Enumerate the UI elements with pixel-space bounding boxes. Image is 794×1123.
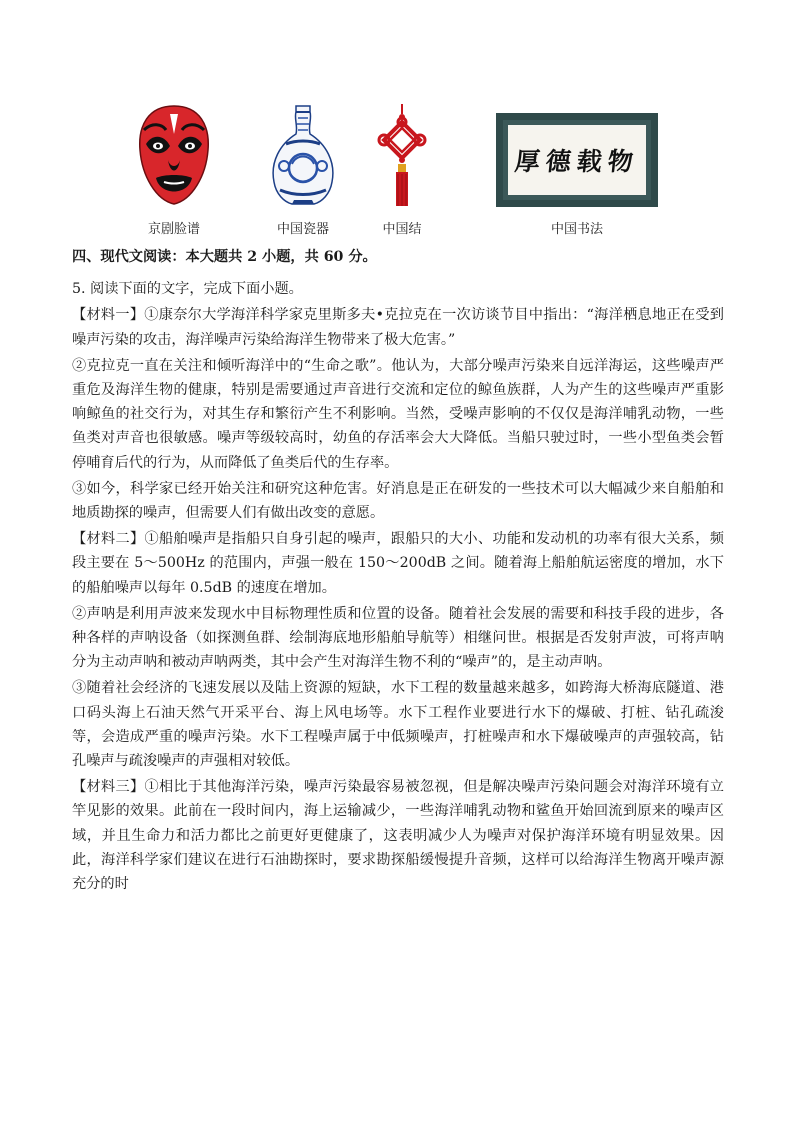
paragraph-material-1-2: ②克拉克一直在关注和倾听海洋中的“生命之歌”。他认为，大部分噪声污染来自远洋海运，这些噪声严重危及海洋生物的健康，特别是需要通过声音进行交流和定位的鲸鱼族群，人为产生的这些噪声严重影响鲸鱼的社交行为，对其生存和繁衍产生不利影响。当然，受噪声影响的不仅仅是海洋哺乳动物，一些鱼类对声音也很敏感。噪声等级较高时，幼鱼的存活率会大大降低。当船只驶过时，一些小型鱼类会暂停哺育后代的行为，从而降低了鱼类后代的生存率。: [72, 357, 724, 471]
peking-opera-mask-image: [134, 104, 214, 206]
paragraph-material-2-1: 【材料二】①船舶噪声是指船只自身引起的噪声，跟船只的大小、功能和发动机的功率有很大关系，频段主要在 5～500Hz 的范围内，声强一般在 150～200dB 之间。随着海上船舶航运密度的增加，水下的船舶噪声以每年 0.5dB 的速度在增加。: [72, 531, 724, 596]
calligraphy-text: 厚德载物: [513, 147, 641, 176]
paragraph-material-2-3: ③随着社会经济的飞速发展以及陆上资源的短缺，水下工程的数量越来越多，如跨海大桥海底隧道、港口码头海上石油天然气开采平台、海上风电场等。水下工程作业要进行水下的爆破、打桩、钻孔疏浚等，会造成严重的噪声污染。水下工程噪声属于中低频噪声，打桩噪声和水下爆破噪声的声强较高，钻孔噪声与疏浚噪声的声强相对较低。: [72, 680, 724, 770]
paragraph-material-1-1: 【材料一】①康奈尔大学海洋科学家克里斯多夫•克拉克在一次访谈节目中指出：“海洋栖息地正在受到噪声污染的攻击，海洋噪声污染给海洋生物带来了极大危害。”: [72, 307, 724, 348]
question-intro: 5. 阅读下面的文字，完成下面小题。: [72, 281, 303, 298]
reading-passage: [72, 245, 724, 896]
porcelain-vase-image: [266, 104, 340, 208]
figure-caption-vase: 中国瓷器: [276, 222, 329, 237]
calligraphy-image: [496, 113, 658, 207]
chinese-knot-icon: [372, 104, 432, 208]
figure-caption-knot: 中国结: [382, 222, 422, 237]
figure-caption-mask: 京剧脸谱: [147, 222, 200, 237]
section-heading: 四、现代文阅读：本大题共 2 小题，共 60 分。: [72, 249, 377, 265]
chinese-knot-image: [372, 104, 432, 208]
paragraph-material-3-1: 【材料三】①相比于其他海洋污染，噪声污染最容易被忽视，但是解决噪声污染问题会对海洋环境有立竿见影的效果。此前在一段时间内，海上运输减少，一些海洋哺乳动物和鲨鱼开始回流到原来的噪声区域，并且生命力和活力都比之前更好更健康了，这表明减少人为噪声对保护海洋环境有明显效果。因此，海洋科学家们建议在进行石油勘探时，要求勘探船缓慢提升音频，这样可以给海洋生物离开噪声源充分的时: [72, 779, 724, 893]
paragraph-material-1-3: ③如今，科学家已经开始关注和研究这种危害。好消息是正在研发的一些技术可以大幅减少来自船舶和地质勘探的噪声，但需要人们有做出改变的意愿。: [72, 480, 724, 522]
paragraph-material-2-2: ②声呐是利用声波来发现水中目标物理性质和位置的设备。随着社会发展的需要和科技手段的进步，各种各样的声呐设备（如探测鱼群、绘制海底地形船舶导航等）相继问世。根据是否发射声波，可将声呐分为主动声呐和被动声呐两类，其中会产生对海洋生物不利的“噪声”的，是主动声呐。: [72, 605, 724, 671]
calligraphy-scroll-icon: [496, 113, 658, 207]
figure-caption-calligraphy: 中国书法: [550, 222, 603, 237]
peking-opera-mask-icon: [134, 104, 214, 206]
blue-white-porcelain-vase-icon: [266, 104, 340, 208]
